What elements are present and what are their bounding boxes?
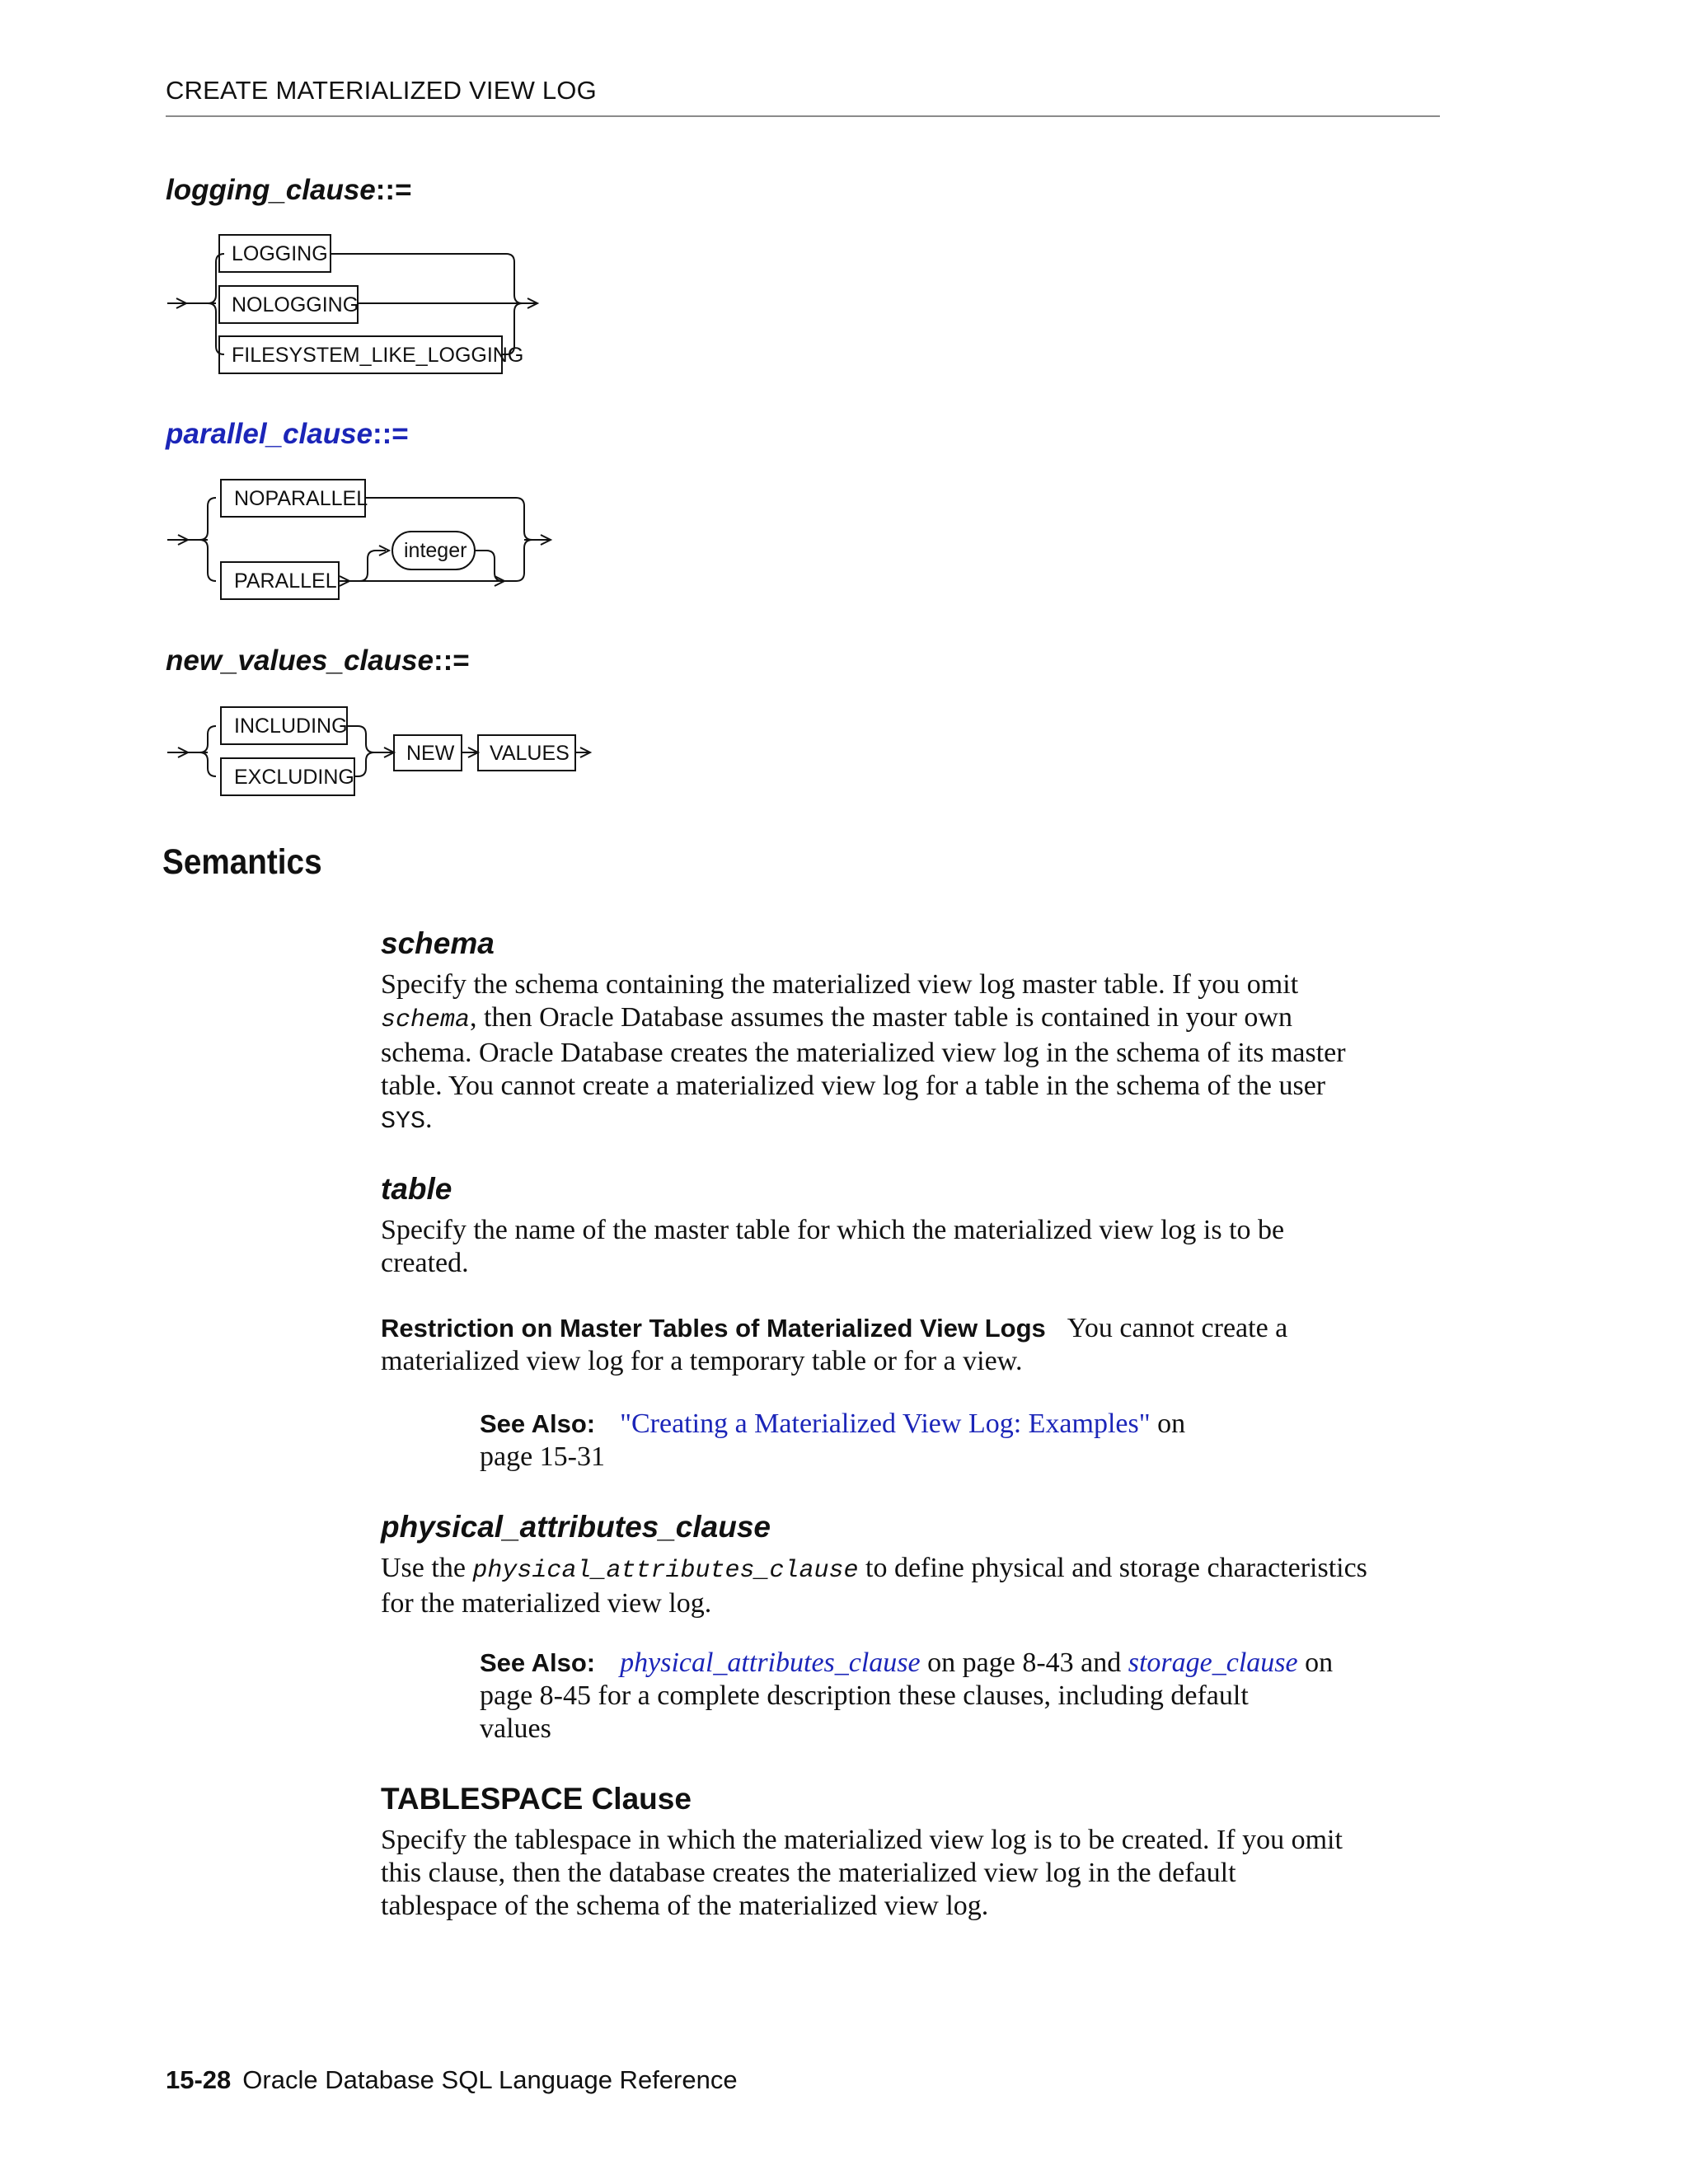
see-also-examples (480, 1408, 1386, 1474)
see-also-page: page 15-31 (480, 1441, 606, 1472)
table-heading: table (381, 1172, 452, 1206)
keyword-logging: LOGGING (232, 242, 328, 265)
keyword-parallel: PARALLEL (234, 569, 337, 593)
page-footer (166, 2065, 738, 2095)
see-also-line-3: values (480, 1713, 551, 1744)
see-also-label: See Also: (480, 1409, 596, 1438)
see-also-physical (480, 1647, 1386, 1746)
restriction-line-2: materialized view log for a temporary table or for a view. (381, 1346, 1023, 1376)
keyword-values: VALUES (490, 742, 570, 765)
page-number: 15-28 (166, 2065, 232, 2094)
keyword-noparallel: NOPARALLEL (234, 487, 368, 510)
schema-line-5: . (425, 1104, 433, 1134)
table-line-2: created. (381, 1248, 469, 1278)
tablespace-heading: TABLESPACE Clause (381, 1782, 692, 1816)
see-also-end: on (1305, 1647, 1334, 1678)
logging-clause-name: logging_clause (166, 174, 376, 206)
keyword-nologging: NOLOGGING (232, 293, 359, 316)
restriction-line-1: You cannot create a (1067, 1313, 1288, 1343)
book-title: Oracle Database SQL Language Reference (242, 2065, 738, 2094)
see-also-mid: on page 8-43 and (927, 1647, 1122, 1678)
examples-link[interactable]: "Creating a Materialized View Log: Examples" (620, 1408, 1151, 1439)
schema-code: schema (381, 1006, 471, 1034)
see-also-on: on (1157, 1408, 1186, 1439)
schema-line-3: schema. Oracle Database creates the materialized view log in the schema of its master (381, 1038, 1346, 1068)
physical-line-1b: to define physical and storage characteristics (865, 1553, 1367, 1583)
schema-heading: schema (381, 926, 495, 960)
running-header: CREATE MATERIALIZED VIEW LOG (166, 76, 597, 105)
parallel-clause-heading (166, 418, 409, 451)
table-paragraph (381, 1214, 1452, 1280)
physical-paragraph (381, 1552, 1452, 1620)
new-values-clause-heading (166, 644, 470, 677)
parallel-clause-link[interactable]: parallel_clause (166, 418, 373, 450)
sys-code: SYS (381, 1108, 426, 1136)
tablespace-line-1: Specify the tablespace in which the materialized view log is to be created. If you omit (381, 1825, 1343, 1855)
schema-paragraph (381, 968, 1452, 1138)
schema-line-1: Specify the schema containing the materialized view log master table. If you omit (381, 969, 1299, 1000)
physical-line-1a: Use the (381, 1553, 466, 1583)
table-line-1: Specify the name of the master table for which the materialized view log is to be (381, 1215, 1285, 1245)
physical-attributes-heading: physical_attributes_clause (381, 1510, 771, 1544)
new-values-clause-name: new_values_clause (166, 644, 434, 677)
tablespace-line-3: tablespace of the schema of the materialized view log. (381, 1891, 989, 1921)
production-operator: ::= (433, 644, 470, 677)
restriction-paragraph (381, 1312, 1452, 1378)
keyword-new: NEW (406, 742, 455, 765)
restriction-label: Restriction on Master Tables of Materialized View Logs (381, 1314, 1046, 1343)
storage-clause-link[interactable]: storage_clause (1128, 1647, 1298, 1678)
physical-attributes-link[interactable]: physical_attributes_clause (620, 1647, 921, 1678)
semantics-heading: Semantics (162, 842, 322, 882)
production-operator: ::= (375, 174, 412, 206)
keyword-filesystem-like-logging: FILESYSTEM_LIKE_LOGGING (232, 344, 524, 367)
schema-line-2: , then Oracle Database assumes the master table is contained in your own (470, 1002, 1292, 1033)
schema-line-4: table. You cannot create a materialized view log for a table in the schema of the user (381, 1071, 1326, 1101)
physical-line-2: for the materialized view log. (381, 1588, 712, 1619)
variable-integer: integer (404, 539, 467, 562)
keyword-including: INCLUDING (234, 715, 348, 738)
see-also-line-2: page 8-45 for a complete description these clauses, including default (480, 1680, 1249, 1711)
physical-code: physical_attributes_clause (472, 1557, 859, 1585)
production-operator: ::= (373, 418, 409, 450)
see-also-label: See Also: (480, 1648, 596, 1677)
tablespace-paragraph (381, 1824, 1469, 1923)
tablespace-line-2: this clause, then the database creates the materialized view log in the default (381, 1858, 1236, 1888)
keyword-excluding: EXCLUDING (234, 766, 354, 789)
